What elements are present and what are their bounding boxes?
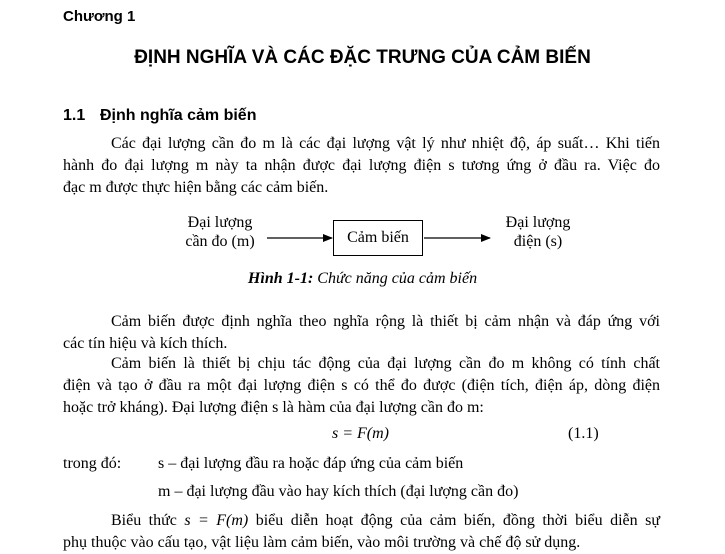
sensor-box: Cảm biến — [333, 220, 423, 256]
chapter-label: Chương 1 — [63, 8, 136, 25]
definition-s: s – đại lượng đầu ra hoặc đáp ứng của cảm biến — [158, 455, 464, 472]
paragraph-line: điện và tạo ở đầu ra một đại lượng điện s có thể đo được (điện tích, điện áp, dòng điện — [63, 377, 660, 394]
equation-number: (1.1) — [568, 425, 599, 442]
chapter-title: ĐỊNH NGHĨA VÀ CÁC ĐẶC TRƯNG CỦA CẢM BIẾN — [134, 47, 591, 68]
paragraph-line: Cảm biến được định nghĩa theo nghĩa rộng là thiết bị cảm nhận và đáp ứng với — [111, 313, 660, 330]
text-run: Biểu thức — [111, 512, 185, 529]
definition-m: m – đại lượng đầu vào hay kích thích (đại lượng cần đo) — [158, 483, 519, 500]
caption-text: Chức năng của cảm biến — [313, 270, 478, 287]
paragraph-line: phụ thuộc vào cấu tạo, vật liệu làm cảm biến, vào môi trường và chế độ sử dụng. — [63, 534, 581, 551]
output-quantity-label — [478, 213, 598, 251]
where-label: trong đó: — [63, 455, 122, 472]
caption-label: Hình 1-1: — [247, 270, 314, 287]
paragraph-line — [63, 510, 660, 532]
section-title: Định nghĩa cảm biến — [100, 107, 257, 124]
paragraph-2 — [63, 311, 660, 355]
sensor-block-diagram — [160, 208, 610, 264]
paragraph-line: Các đại lượng cần đo m là các đại lượng vật lý như nhiệt độ, áp suất… Khi tiến — [111, 135, 660, 152]
paragraph-line: hành đo đại lượng m này ta nhận được đại lượng điện s tương ứng ở đầu ra. Việc đo — [63, 157, 660, 174]
paragraph-line: các tín hiệu và kích thích. — [63, 335, 228, 352]
input-label-line: Đại lượng — [187, 214, 253, 231]
output-label-line: Đại lượng — [505, 214, 571, 231]
inline-equation: s = F(m) — [184, 512, 249, 529]
text-run: biểu diễn hoạt động của cảm biến, đồng thời biểu diễn sự — [248, 512, 660, 529]
paragraph-1 — [63, 133, 660, 199]
equation: s = F(m) — [332, 425, 390, 442]
paragraph-4 — [63, 510, 660, 554]
paragraph-line: Cảm biến là thiết bị chịu tác động của đại lượng cần đo m không có tính chất — [111, 355, 660, 372]
input-quantity-label — [160, 213, 280, 251]
output-label-line: điện (s) — [513, 233, 563, 250]
input-label-line: cần đo (m) — [185, 233, 255, 250]
figure-caption — [0, 270, 725, 288]
section-number: 1.1 — [63, 107, 86, 124]
paragraph-line: đạc m được thực hiện bằng các cảm biến. — [63, 179, 329, 196]
paragraph-3 — [63, 353, 660, 419]
paragraph-line: hoặc trở kháng). Đại lượng điện s là hàm của đại lượng cần đo m: — [63, 399, 484, 416]
